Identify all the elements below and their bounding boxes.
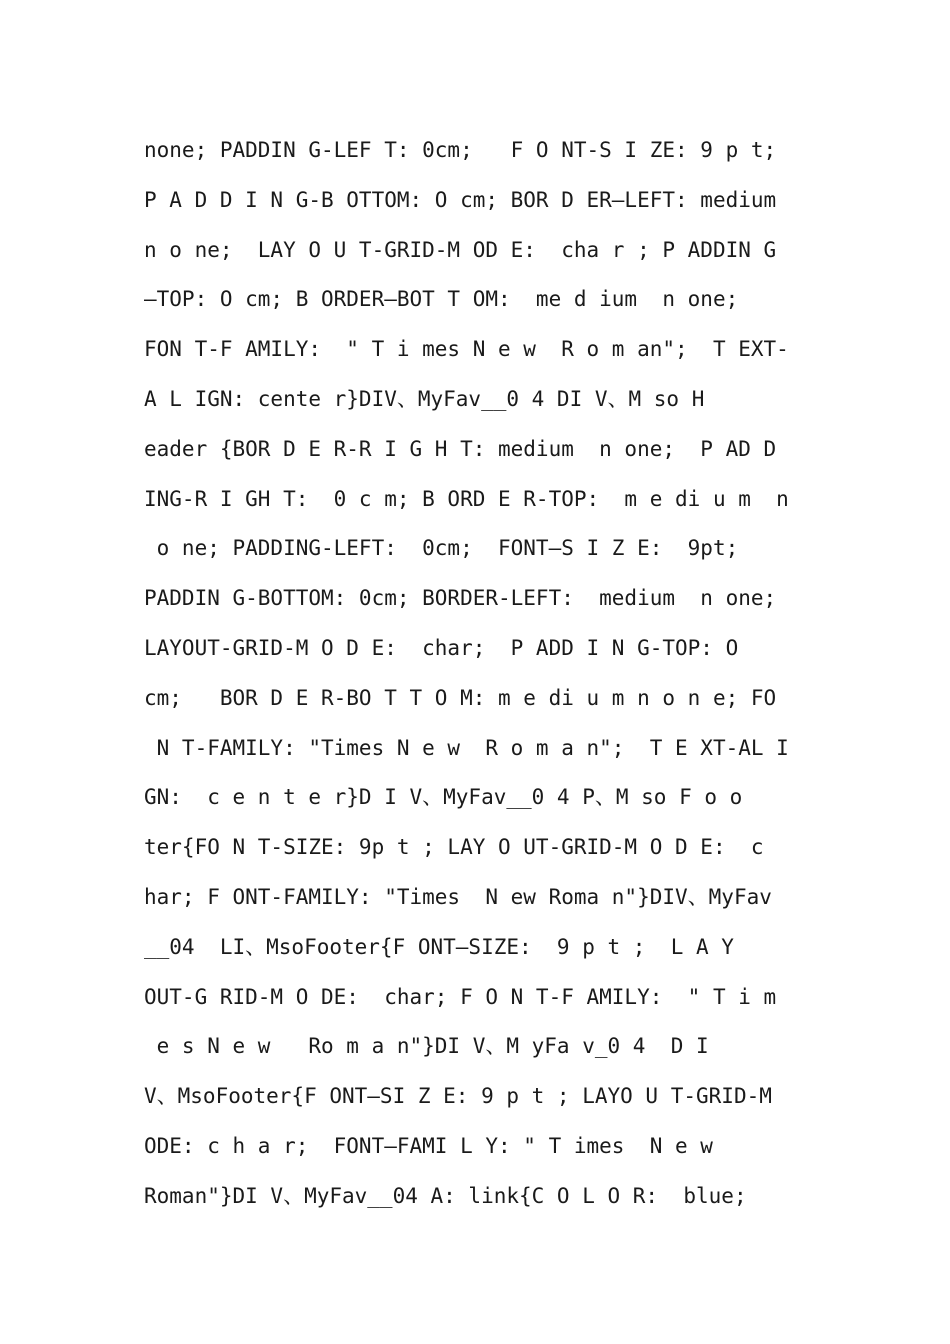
text-line: e s N e w Ro m a n"}DI V、M yFa v_0 4 D I: [144, 1034, 709, 1059]
text-line: ING-R I GH T: 0 c m; B ORD E R-TOP: m e di u m n: [144, 486, 789, 511]
text-line: P A D D I N G-B OTTOM: O cm; BOR D ER—LEFT: medium: [144, 187, 777, 212]
text-line: N T-FAMILY: "Times N e w R o m a n"; T E XT-AL I: [144, 735, 789, 760]
text-line: A L IGN: cente r}DIV、MyFav__0 4 DI V、M so H: [144, 386, 705, 411]
text-line: Roman"}DI V、MyFav__04 A: link{C O L O R: blue;: [144, 1183, 747, 1208]
text-line: o ne; PADDING-LEFT: 0cm; FONT—S I Z E: 9pt;: [144, 536, 739, 561]
text-line: cm; BOR D E R-BO T T O M: m e di u m n o n e; FO: [144, 685, 777, 710]
text-line: ODE: c h a r; FONT—FAMI L Y: " T imes N e w: [144, 1133, 713, 1158]
text-line: har; F ONT-FAMILY: "Times N ew Roma n"}DIV、MyFav: [144, 884, 772, 909]
text-line: FON T-F AMILY: " T i mes N e w R o m an"; T EXT-: [144, 337, 789, 362]
text-line: OUT-G RID-M O DE: char; F O N T-F AMILY: " T i m: [144, 984, 777, 1009]
text-line: none; PADDIN G-LEF T: 0cm; F O NT-S I ZE: 9 p t;: [144, 138, 777, 162]
text-line: PADDIN G-BOTTOM: 0cm; BORDER-LEFT: medium n one;: [144, 586, 777, 611]
text-line: eader {BOR D E R-R I G H T: medium n one; P AD D: [144, 436, 777, 461]
body-text: [144, 134, 814, 1230]
text-line: —TOP: O cm; B ORDER—BOT T OM: me d ium n one;: [144, 287, 739, 312]
text-line: ter{FO N T-SIZE: 9p t ; LAY O UT-GRID-M O D E: c: [144, 835, 764, 860]
text-line: __04 LI、MsoFooter{F ONT—SIZE: 9 p t ; L A Y: [144, 934, 734, 959]
text-line: LAYOUT-GRID-M O D E: char; P ADD I N G-TOP: O: [144, 635, 739, 660]
text-line: V、MsoFooter{F ONT—SI Z E: 9 p t ; LAYO U T-GRID-M: [144, 1084, 772, 1109]
text-line: n o ne; LAY O U T-GRID-M OD E: cha r ; P ADDIN G: [144, 237, 777, 262]
text-line: GN: c e n t e r}D I V、MyFav__0 4 P、M so F o o: [144, 785, 743, 810]
